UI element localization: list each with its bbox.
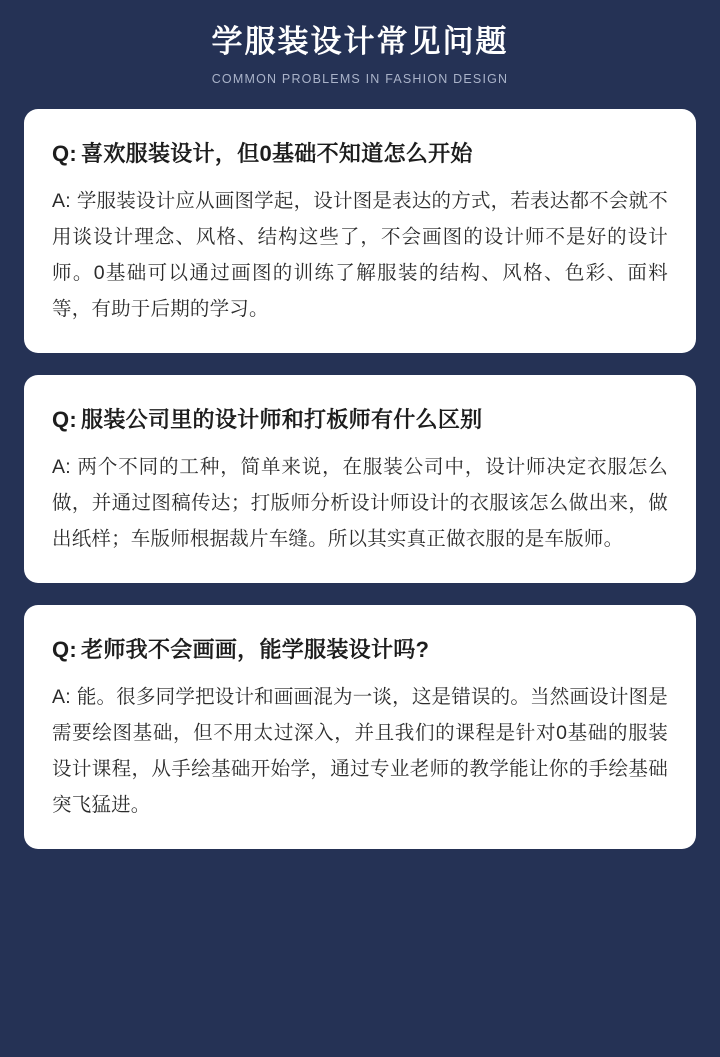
faq-answer: [52, 183, 668, 327]
faq-card: [24, 605, 696, 849]
question-prefix-label: Q:: [52, 637, 78, 662]
question-text: 服装公司里的设计师和打板师有什么区别: [81, 407, 483, 432]
faq-question: [52, 635, 668, 665]
faq-question: [52, 139, 668, 169]
faq-list: [24, 109, 696, 849]
answer-text: 两个不同的工种，简单来说，在服装公司中，设计师决定衣服怎么做，并通过图稿传达；打版师分析设计师设计的衣服该怎么做出来，做出纸样；车版师根据裁片车缝。所以其实真正做衣服的是车版师。: [52, 456, 668, 550]
answer-text: 学服装设计应从画图学起，设计图是表达的方式，若表达都不会就不用谈设计理念、风格、结构这些了，不会画图的设计师不是好的设计师。0基础可以通过画图的训练了解服装的结构、风格、色彩、面料等，有助于后期的学习。: [52, 190, 668, 320]
faq-answer: [52, 449, 668, 557]
faq-question: [52, 405, 668, 435]
question-prefix-label: Q:: [52, 407, 78, 432]
answer-prefix-label: A:: [52, 190, 71, 212]
page-title: 学服装设计常见问题: [211, 24, 509, 59]
page-header: [24, 0, 696, 87]
question-text: 喜欢服装设计，但0基础不知道怎么开始: [81, 141, 473, 166]
faq-card: [24, 109, 696, 353]
answer-text: 能。很多同学把设计和画画混为一谈，这是错误的。当然画设计图是需要绘图基础，但不用太过深入，并且我们的课程是针对0基础的服装设计课程，从手绘基础开始学，通过专业老师的教学能让你的手绘基础突飞猛进。: [52, 686, 668, 816]
answer-prefix-label: A:: [52, 456, 71, 478]
page-subtitle: COMMON PROBLEMS IN FASHION DESIGN: [211, 72, 509, 86]
faq-card: [24, 375, 696, 583]
question-prefix-label: Q:: [52, 141, 78, 166]
faq-answer: [52, 679, 668, 823]
answer-prefix-label: A:: [52, 686, 71, 708]
question-text: 老师我不会画画，能学服装设计吗?: [81, 637, 430, 662]
